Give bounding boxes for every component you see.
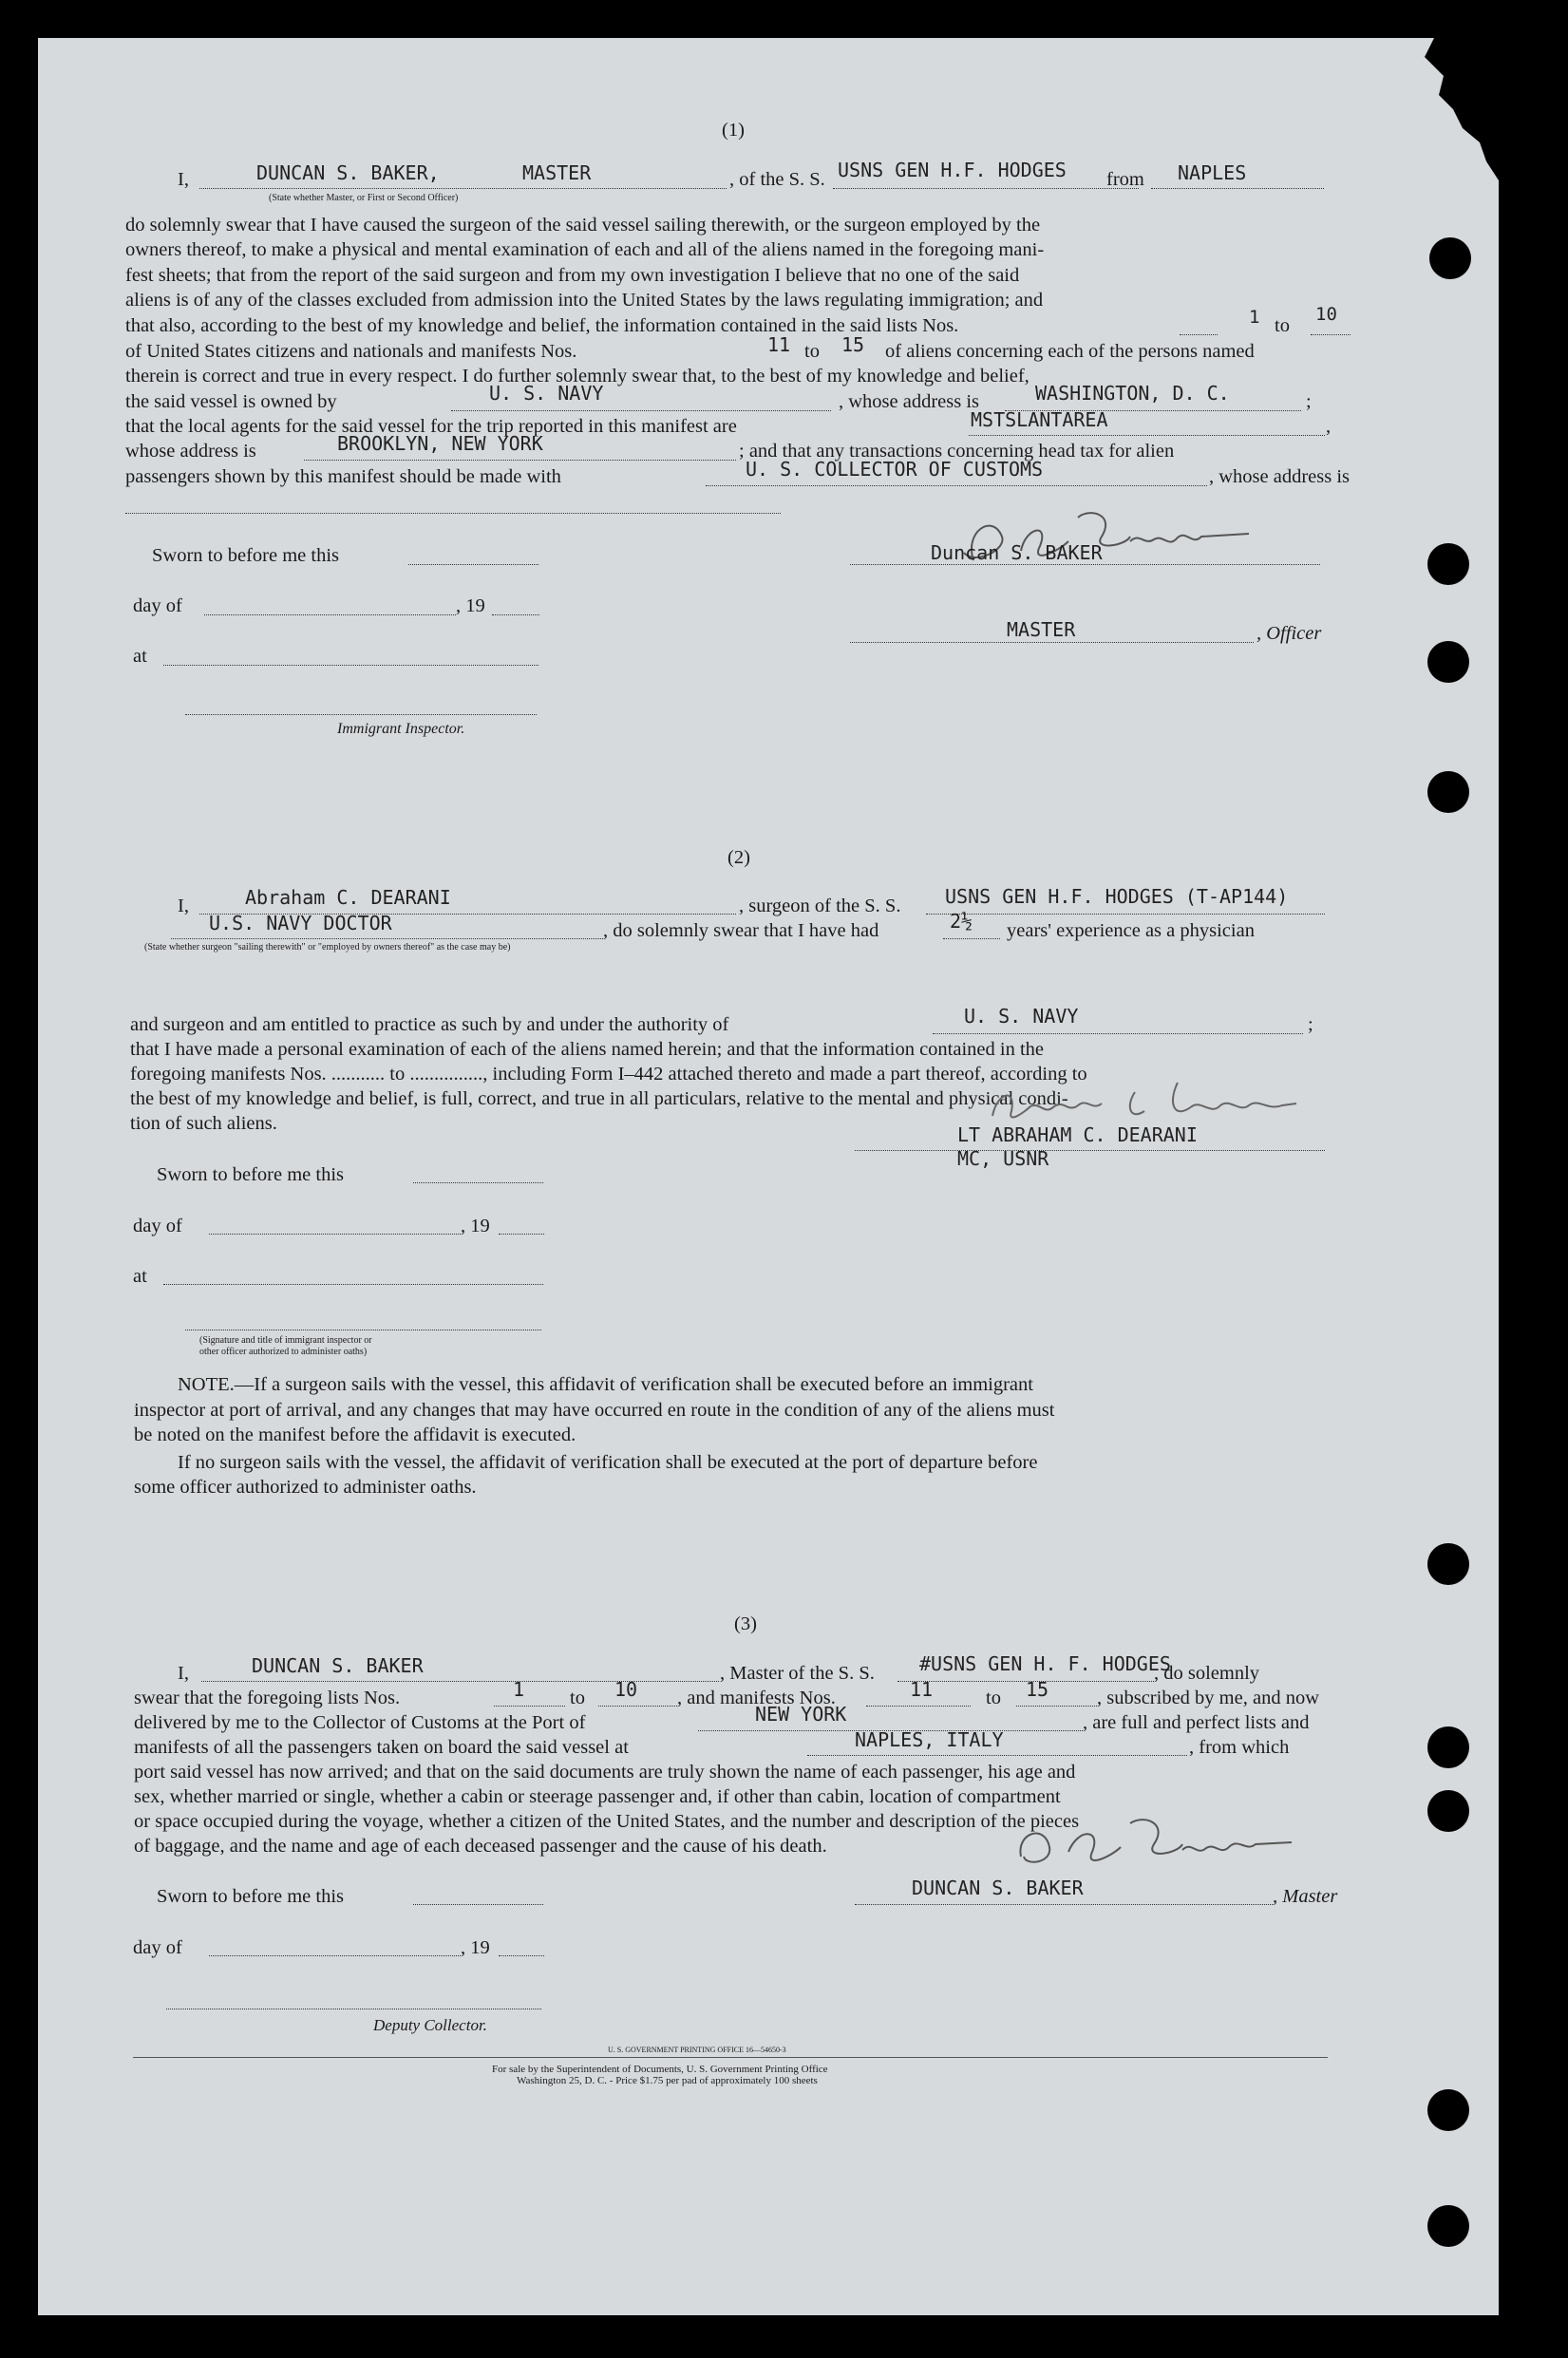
surgeon-authority: U. S. NAVY bbox=[964, 1005, 1079, 1028]
affidavit-page: (1) I, DUNCAN S. BAKER, MASTER (State whether Master, or First or Second Officer) , of the S. S. USNS GEN H.F. HODGES from NAPLES do solemnly swear that I have caused the surgeon of the said vessel sailing therewith, or the surgeon employed by the owners thereof, to make a physical and mental examination of each and all of the aliens named in the foregoing mani- fest sheets; that from the report of the said surgeon and from my own investigation I believe that no one of the said aliens is of any of the classes excluded from admission into the United States by the laws regulating immigration; and that also, according to the best of my knowledge and belief, the information contained in the said lists Nos. 1 to 10 of United States citizens and nationals and manifests Nos. 11 to 15 of aliens concerning each of the persons named therein is correct and true in every respect. I do further solemnly swear that, to the best of my knowledge and belief, the said vessel is owned by U. S. NAVY , whose address is WASHINGTON, D. C. ; that the local agents for the said vessel for the trip reported in this manifest are MSTSLANTAREA , whose address is BROOKLYN, NEW YORK ; and that any transactions concerning head tax for alien passengers shown by this manifest should be made with U. S. COLLECTOR OF CUSTOMS , whose address is Sworn to before me this Duncan S. BAKER day of , 19 MASTER , Officer at Immigrant Inspector. (2) I, Abraham C. DEARANI , surgeon of the S. S. USNS GEN H.F. HODGES (T-AP144) U.S. NAVY DOCTOR , do solemnly swear that I have had 2½ years' experience as a physician (State whether surgeon "sailing therewith" or "employed by owners thereof" as the case may be) and surgeon and am entitled to practice as such by and under the authority of U. S. NAVY ; that I have made a personal examination of each of the aliens named herein; and that the information contained in the foregoing manifests Nos. ........... to ..............., including Form I–442 attached thereto and made a part thereof, according to the best of my knowledge and belief, is full, correct, and true in all particulars, relative to the mental and physical condi- tion of such aliens. Sworn to before me this LT ABRAHAM C. DEARANI MC, USNR day of , 19 at (Signature and title of immigrant inspector or other officer authorized to administer oaths) NOTE.—If a surgeon sails with the vessel, this affidavit of verification shall be executed before an immigrant inspector at port of arrival, and any changes that may have occurred en route in the condition of any of the aliens must be noted on the manifest before the affidavit is executed. If no surgeon sails with the vessel, the affidavit of verification shall be executed at the port of departure before some officer authorized to administer oaths. (3) I, DUNCAN S. BAKER , Master of the S. S. #USNS GEN H. F. HODGES , do solemnly swear that the foregoing lists Nos. 1 to 10 , and manifests Nos. 11 to 15 , subscribed by me, and now delivered by me to the Collector of Customs at the Port of NEW YORK , are full and perfect lists and manifests of all the passengers taken on board the said vessel at NAPLES, ITALY , from which port said vessel has now arrived; and that on the said documents are truly shown the name of each passenger, his age and sex, whether married or single, whether a cabin or steerage passenger and, if other than cabin, location of compartment or space occupied during the voyage, whether a citizen of the United States, and the number and description of the pieces of baggage, and the name and age of each deceased passenger and the cause of his death. Sworn to before me this DUNCAN S. BAKER , Master day of , 19 Deputy Collector. U. S. GOVERNMENT PRINTING OFFICE 16—54650-3 For sale by the Superintendent of Documents, U. S. Government Printing Office Washington 25, D. C. - Price $1.75 per pad of approximately 100 sheets bbox=[38, 38, 1499, 2315]
local-agents: MSTSLANTAREA bbox=[971, 408, 1108, 431]
s2-years-text: years' experience as a physician bbox=[1007, 920, 1255, 941]
s3-list-from: 1 bbox=[513, 1678, 525, 1701]
binder-hole bbox=[1427, 641, 1469, 683]
surgeon-name: Abraham C. DEARANI bbox=[245, 886, 451, 909]
s2-signer-line-2: MC, USNR bbox=[957, 1147, 1049, 1170]
s2-vessel-name: USNS GEN H.F. HODGES (T-AP144) bbox=[945, 885, 1289, 908]
head-tax-with: U. S. COLLECTOR OF CUSTOMS bbox=[746, 458, 1044, 481]
s2-line-5: tion of such aliens. bbox=[130, 1113, 277, 1134]
s2-day-of-label: day of bbox=[133, 1216, 182, 1236]
s1-line-5: that also, according to the best of my knowledge and belief, the information contained in the said lists Nos. bbox=[125, 315, 959, 336]
s3-line-4: manifests of all the passengers taken on board the said vessel at bbox=[134, 1737, 629, 1758]
section-3-number: (3) bbox=[734, 1613, 757, 1634]
surgeon-status: U.S. NAVY DOCTOR bbox=[209, 912, 392, 934]
s1-year-label: , 19 bbox=[456, 595, 485, 616]
s2-state-note: (State whether surgeon "sailing therewith" or "employed by owners thereof" as the case may be) bbox=[144, 942, 511, 953]
manifest-to: 15 bbox=[841, 333, 865, 356]
manifest-from: 11 bbox=[767, 333, 791, 356]
s2-sig-note-2: other officer authorized to administer oaths) bbox=[199, 1347, 368, 1357]
s3-line-4b: , from which bbox=[1189, 1737, 1290, 1758]
master-title: MASTER bbox=[522, 161, 592, 184]
s1-line-3: fest sheets; that from the report of the said surgeon and from my own investigation I believe that no one of the said bbox=[125, 265, 1020, 286]
s2-at-label: at bbox=[133, 1266, 147, 1287]
state-note: (State whether Master, or First or Second Officer) bbox=[269, 193, 459, 203]
agent-address: BROOKLYN, NEW YORK bbox=[337, 432, 543, 455]
master-label: , Master bbox=[1273, 1886, 1338, 1907]
s3-day-of-label: day of bbox=[133, 1937, 182, 1958]
owner: U. S. NAVY bbox=[489, 382, 604, 405]
gpo-imprint: U. S. GOVERNMENT PRINTING OFFICE 16—54650-3 bbox=[608, 2046, 786, 2054]
s2-line-1: and surgeon and am entitled to practice as such by and under the authority of bbox=[130, 1014, 729, 1035]
arrival-port: NEW YORK bbox=[755, 1703, 847, 1726]
binder-hole bbox=[1427, 771, 1469, 813]
binder-hole bbox=[1429, 237, 1471, 279]
note-line-1: NOTE.—If a surgeon sails with the vessel, this affidavit of verification shall be executed before an immigrant bbox=[178, 1374, 1033, 1395]
s3-line-2b: , and manifests Nos. bbox=[677, 1688, 836, 1708]
s3-list-to: 10 bbox=[614, 1678, 638, 1701]
s3-to-1: to bbox=[570, 1688, 585, 1708]
note-line-2: inspector at port of arrival, and any changes that may have occurred en route in the condition of any of the aliens must bbox=[134, 1400, 1055, 1421]
binder-hole bbox=[1427, 1543, 1469, 1585]
immigrant-inspector-label: Immigrant Inspector. bbox=[337, 721, 465, 737]
binder-hole bbox=[1427, 543, 1469, 585]
s1-line-10: whose address is bbox=[125, 441, 256, 462]
note-line-4: If no surgeon sails with the vessel, the affidavit of verification shall be executed at the port of departure before bbox=[178, 1452, 1038, 1473]
s1-line-11: passengers shown by this manifest should be made with bbox=[125, 466, 561, 487]
s3-i-label: I, bbox=[178, 1663, 189, 1684]
s3-line-7: or space occupied during the voyage, whether a citizen of the United States, and the number and description of the pieces bbox=[134, 1811, 1080, 1832]
s1-line-2: owners thereof, to make a physical and mental examination of each and all of the aliens named in the foregoing mani- bbox=[125, 239, 1045, 260]
s1-day-of-label: day of bbox=[133, 595, 182, 616]
owner-address: WASHINGTON, D. C. bbox=[1035, 382, 1230, 405]
s3-line-5: port said vessel has now arrived; and that on the said documents are truly shown the name of each passenger, his age and bbox=[134, 1762, 1076, 1783]
note-line-3: be noted on the manifest before the affidavit is executed. bbox=[134, 1424, 576, 1445]
binder-hole bbox=[1427, 2205, 1469, 2247]
i-label: I, bbox=[178, 169, 189, 190]
to-label: to bbox=[1275, 315, 1290, 336]
s3-master-name: DUNCAN S. BAKER bbox=[252, 1654, 424, 1677]
s1-signer-name: Duncan S. BAKER bbox=[931, 541, 1103, 564]
s2-line-3: foregoing manifests Nos. ........... to ..............., including Form I–442 attached thereto and made a part thereof, according to bbox=[130, 1064, 1087, 1085]
section-2-number: (2) bbox=[727, 847, 750, 868]
s1-line-6: of United States citizens and nationals and manifests Nos. bbox=[125, 341, 577, 362]
s1-at-label: at bbox=[133, 646, 147, 667]
s3-line-6: sex, whether married or single, whether a cabin or steerage passenger and, if other than cabin, location of compartment bbox=[134, 1786, 1061, 1807]
s3-line-3b: , are full and perfect lists and bbox=[1083, 1712, 1310, 1733]
s2-signer-line-1: LT ABRAHAM C. DEARANI bbox=[957, 1123, 1198, 1146]
s3-year-label: , 19 bbox=[461, 1937, 490, 1958]
s1-line-10b: ; and that any transactions concerning head tax for alien bbox=[739, 441, 1175, 462]
officer-label: , Officer bbox=[1256, 623, 1322, 644]
s2-sworn-label: Sworn to before me this bbox=[157, 1164, 344, 1185]
footer-line-1: For sale by the Superintendent of Documents, U. S. Government Printing Office bbox=[492, 2064, 828, 2075]
s2-sig-note-1: (Signature and title of immigrant inspector or bbox=[199, 1335, 372, 1346]
s3-line-8: of baggage, and the name and age of each deceased passenger and the cause of his death. bbox=[134, 1836, 827, 1857]
years-experience: 2½ bbox=[950, 910, 973, 933]
s2-year-label: , 19 bbox=[461, 1216, 490, 1236]
s1-line-11b: , whose address is bbox=[1209, 466, 1351, 487]
section-1-number: (1) bbox=[722, 120, 745, 141]
s3-line-3: delivered by me to the Collector of Customs at the Port of bbox=[134, 1712, 586, 1733]
from-label: from bbox=[1106, 169, 1144, 190]
s1-line-6b: of aliens concerning each of the persons named bbox=[885, 341, 1255, 362]
torn-corner bbox=[1406, 38, 1499, 190]
s1-sworn-label: Sworn to before me this bbox=[152, 545, 339, 566]
s2-swear-line: , do solemnly swear that I have had bbox=[603, 920, 879, 941]
s1-line-8: the said vessel is owned by bbox=[125, 391, 337, 412]
s2-line-2: that I have made a personal examination of each of the aliens named herein; and that the information contained in the bbox=[130, 1039, 1044, 1060]
s1-line-4: aliens is of any of the classes excluded from admission into the United States by the laws regulating immigration; and bbox=[125, 290, 1044, 311]
s3-vessel-name: #USNS GEN H. F. HODGES bbox=[919, 1652, 1171, 1675]
deputy-collector-label: Deputy Collector. bbox=[373, 2016, 487, 2034]
s3-manifest-to: 15 bbox=[1026, 1678, 1049, 1701]
of-ss-label: , of the S. S. bbox=[729, 169, 825, 190]
footer-rule bbox=[133, 2057, 1328, 2058]
s1-signer-title: MASTER bbox=[1007, 618, 1076, 641]
list-to: 10 bbox=[1315, 304, 1337, 325]
s1-line-8b: , whose address is bbox=[839, 391, 980, 412]
s1-line-9: that the local agents for the said vessel for the trip reported in this manifest are bbox=[125, 416, 737, 437]
s2-line-4: the best of my knowledge and belief, is full, correct, and true in all particulars, relative to the mental and physical condi- bbox=[130, 1088, 1068, 1109]
s3-sworn-label: Sworn to before me this bbox=[157, 1886, 344, 1907]
footer-line-2: Washington 25, D. C. - Price $1.75 per pad of approximately 100 sheets bbox=[517, 2075, 818, 2086]
s3-line-2c: , subscribed by me, and now bbox=[1097, 1688, 1319, 1708]
s3-solemnly: , do solemnly bbox=[1154, 1663, 1260, 1684]
s3-of-ss-label: , Master of the S. S. bbox=[720, 1663, 875, 1684]
s3-manifest-from: 11 bbox=[910, 1678, 934, 1701]
binder-hole bbox=[1427, 2089, 1469, 2131]
master-signature-1 bbox=[935, 494, 1334, 584]
vessel-name: USNS GEN H.F. HODGES bbox=[838, 159, 1067, 181]
master-signature-3 bbox=[997, 1804, 1358, 1880]
departure-port: NAPLES, ITALY bbox=[855, 1728, 1004, 1751]
s1-line-1: do solemnly swear that I have caused the surgeon of the said vessel sailing therewith, or the surgeon employed by the bbox=[125, 215, 1041, 236]
binder-hole bbox=[1427, 1726, 1469, 1768]
s3-signer-name: DUNCAN S. BAKER bbox=[912, 1877, 1084, 1899]
note-line-5: some officer authorized to administer oaths. bbox=[134, 1477, 477, 1498]
binder-hole bbox=[1427, 1790, 1469, 1832]
master-name: DUNCAN S. BAKER, bbox=[256, 161, 440, 184]
s2-of-ss-label: , surgeon of the S. S. bbox=[739, 896, 901, 916]
s3-line-2: swear that the foregoing lists Nos. bbox=[134, 1688, 401, 1708]
s1-line-7: therein is correct and true in every respect. I do further solemnly swear that, to the best of my knowledge and belief, bbox=[125, 366, 1030, 387]
list-from: 1 bbox=[1249, 307, 1260, 328]
s2-i-label: I, bbox=[178, 896, 189, 916]
from-port: NAPLES bbox=[1178, 161, 1247, 184]
